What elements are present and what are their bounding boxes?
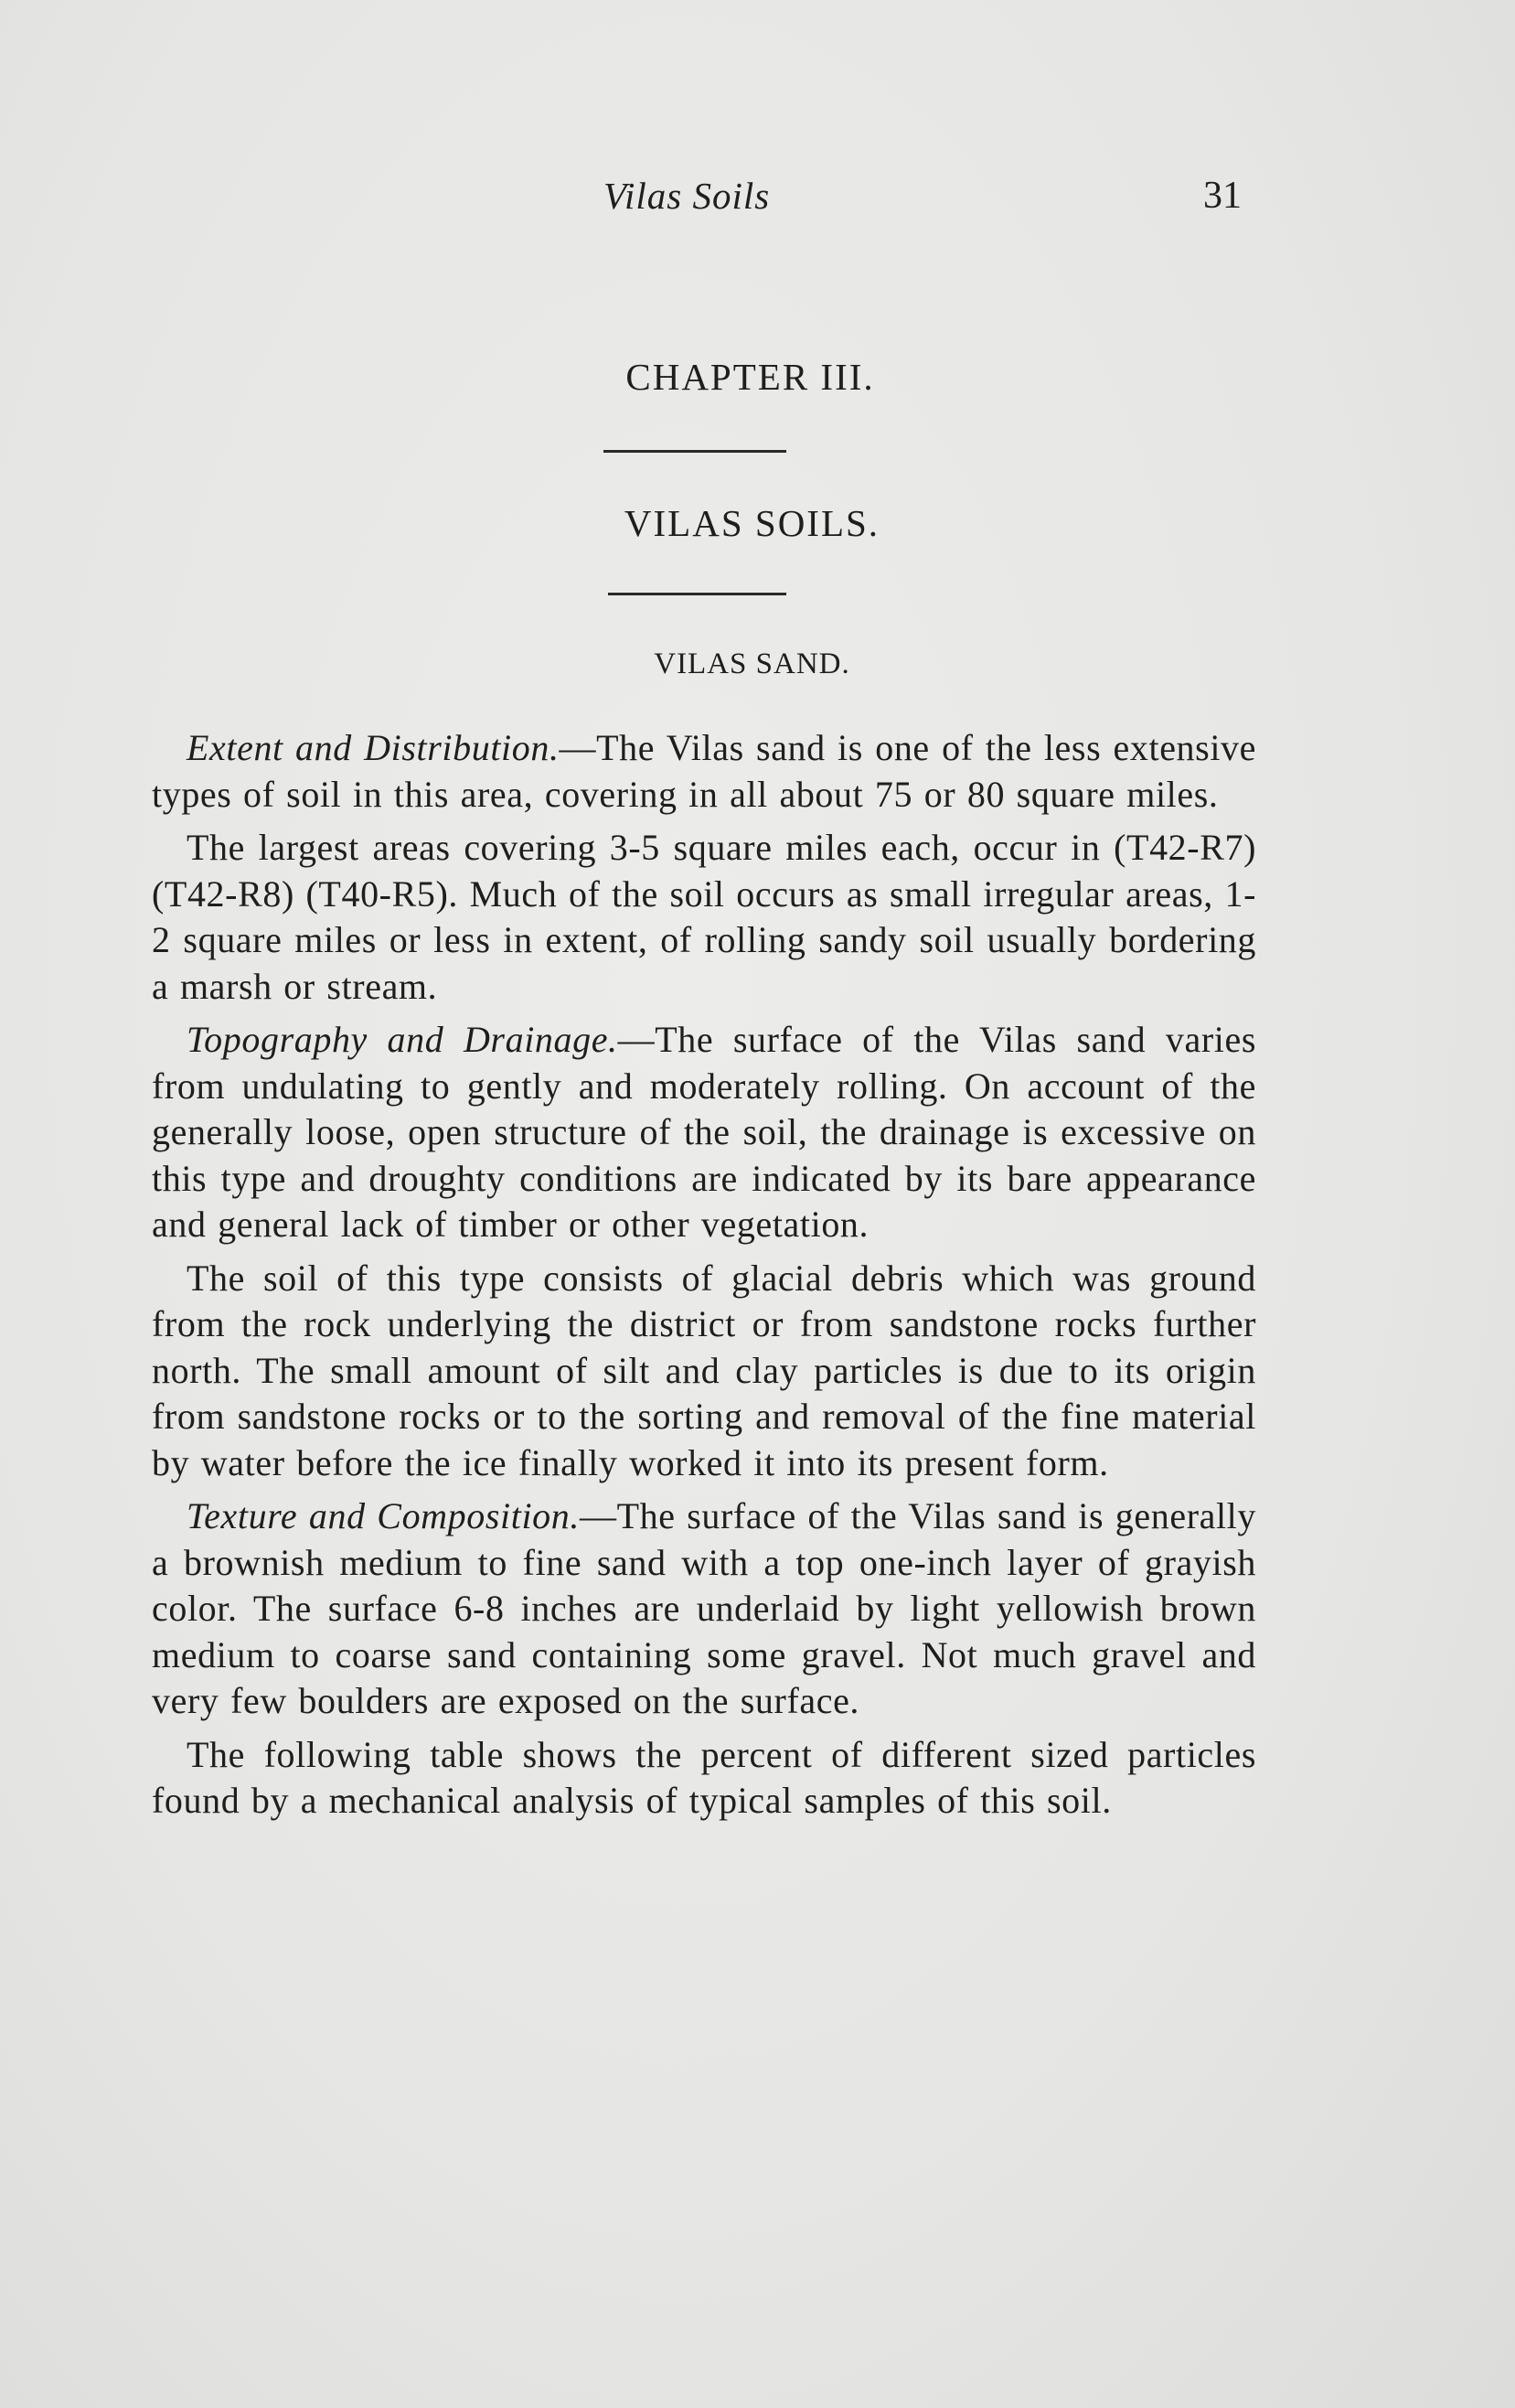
paragraph — [152, 825, 1256, 1010]
body-text — [152, 725, 1256, 1832]
paragraph-text: The largest areas covering 3-5 square miles each, occur in (T42-R7) (T42-R8) (T40-R5). Much of the soil occurs as small irregular areas, 1-2 square miles or less in extent, of rolling sandy soil usually bordering a marsh or stream. — [152, 827, 1256, 1007]
paragraph — [152, 1256, 1256, 1487]
paragraph-text: —The Vilas sand is one of the less extensive types of soil in this area, covering in all about 75 or 80 square miles. — [152, 727, 1256, 815]
chapter-heading: CHAPTER III. — [625, 356, 875, 398]
paragraph-text: The soil of this type consists of glacial debris which was ground from the rock underlying the district or from sandstone rocks further north. The small amount of silt and clay particles is due to its origin from sandstone rocks or to the sorting and removal of the fine material by water before the ice finally worked it into its present form. — [152, 1257, 1256, 1483]
paragraph — [152, 1493, 1256, 1725]
paragraph-lead: Extent and Distribution. — [187, 727, 560, 768]
paragraph — [152, 1732, 1256, 1825]
running-head — [0, 174, 1515, 229]
divider-rule — [608, 593, 786, 595]
running-title: Vilas Soils — [603, 175, 771, 217]
paragraph-text: —The surface of the Vilas sand varies from undulating to gently and moderately rolling. On account of the generally loose, open structure of the soil, the drainage is excessive on this type and droughty conditions are indicated by its bare appearance and general lack of timber or other vegetation. — [152, 1019, 1256, 1245]
paragraph — [152, 1017, 1256, 1248]
paragraph-text: —The surface of the Vilas sand is generally a brownish medium to fine sand with a top one-inch layer of grayish color. The surface 6-8 inches are underlaid by light yellowish brown medium to coarse sand containing some gravel. Not much gravel and very few boulders are exposed on the surface. — [152, 1495, 1257, 1721]
paragraph-lead: Texture and Composition. — [187, 1495, 580, 1536]
divider-rule — [603, 450, 786, 453]
section-heading: VILAS SAND. — [654, 647, 850, 680]
paragraph-text: The following table shows the percent of different sized particles found by a mechanical analysis of typical samples of this soil. — [152, 1733, 1256, 1821]
paragraph-lead: Topography and Drainage. — [187, 1019, 618, 1060]
chapter-title: VILAS SOILS. — [624, 502, 880, 544]
paragraph — [152, 725, 1256, 818]
page-number: 31 — [1203, 175, 1242, 217]
